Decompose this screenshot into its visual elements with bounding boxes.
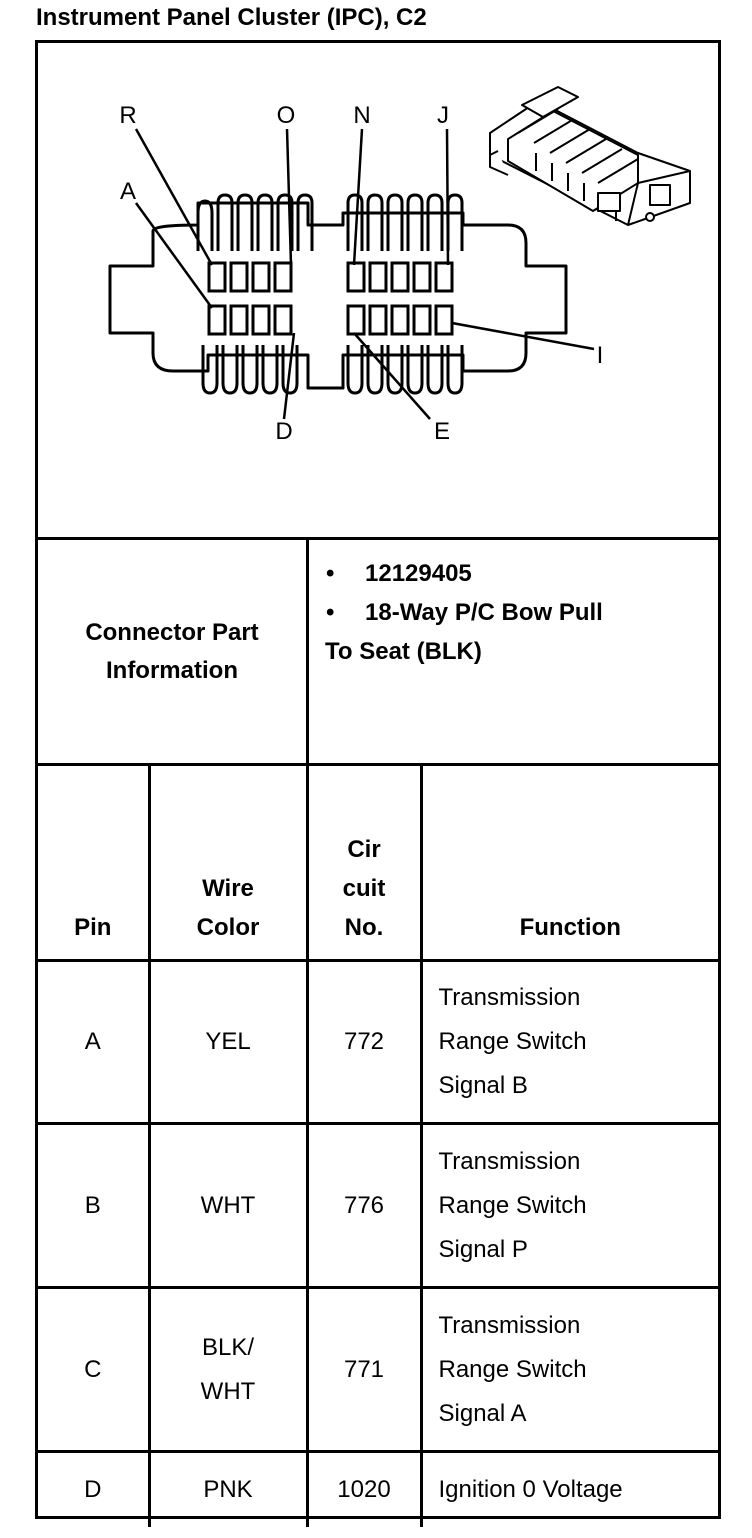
function-line3: Signal A: [438, 1399, 527, 1427]
header-circuit-no: [307, 766, 421, 961]
top-comb-right: [348, 195, 462, 251]
wire-color-cell: PNK: [149, 1452, 307, 1527]
pin-table: [38, 766, 718, 1527]
page-title: Instrument Panel Cluster (IPC), C2: [36, 4, 427, 31]
pin-label-e: E: [433, 418, 451, 445]
connector-isometric-icon: [490, 87, 690, 225]
header-wire-color-line1: Wire: [202, 875, 254, 902]
pin-label-d: D: [275, 418, 293, 445]
table-row: [38, 1124, 718, 1288]
pin-label-o: O: [276, 102, 296, 129]
table-row: [38, 1288, 718, 1452]
connector-housing-outline: [110, 203, 566, 388]
function-line1: Transmission: [438, 984, 581, 1011]
function-cell: [421, 1288, 718, 1452]
table-row: [38, 961, 718, 1124]
wire-color-line2: WHT: [200, 1377, 256, 1405]
bottom-comb-left: [203, 345, 297, 393]
pin-cell: B: [38, 1124, 149, 1288]
header-circuit-line2: cuit: [342, 875, 386, 902]
pin-label-n: N: [353, 102, 371, 129]
wire-color-line1: BLK/: [201, 1333, 255, 1361]
circuit-cell: 771: [307, 1288, 421, 1452]
bullet-2: •: [326, 599, 335, 626]
connector-info-value: [309, 540, 718, 763]
connector-description-line1: 18-Way P/C Bow Pull: [365, 599, 603, 626]
connector-info-label: [38, 540, 309, 763]
header-wire-color-line2: Color: [196, 914, 260, 941]
function-line2: Range Switch: [438, 1028, 587, 1055]
connector-part-information: [38, 540, 718, 766]
bullet-1: •: [326, 560, 335, 587]
pin-cell: A: [38, 961, 149, 1124]
function-line1: Transmission: [438, 1147, 581, 1175]
function-cell: Ignition 0 Voltage: [421, 1452, 718, 1527]
circuit-cell: 772: [307, 961, 421, 1124]
connector-face-drawing: [38, 43, 718, 537]
connector-info-label-line2: Information: [105, 656, 238, 684]
function-cell: [421, 1124, 718, 1288]
header-circuit-line3: No.: [344, 914, 384, 941]
function-line3: Signal B: [438, 1072, 528, 1099]
function-line2: Range Switch: [438, 1191, 587, 1219]
header-pin: Pin: [38, 766, 149, 961]
pin-label-i: I: [596, 342, 604, 369]
pin-cell: D: [38, 1452, 149, 1527]
pin-label-j: J: [437, 102, 449, 129]
pin-table-header: [38, 766, 718, 961]
pin-label-a: A: [119, 178, 137, 205]
function-cell: [421, 961, 718, 1124]
connector-sheet: [35, 40, 721, 1519]
circuit-cell: 1020: [307, 1452, 421, 1527]
header-wire-color: [149, 766, 307, 961]
terminal-cavities: [209, 263, 452, 334]
table-row: [38, 1452, 718, 1527]
header-circuit-line1: Cir: [347, 836, 381, 863]
circuit-cell: 776: [307, 1124, 421, 1288]
wire-color-cell: [149, 1288, 307, 1452]
wire-color-cell: YEL: [149, 961, 307, 1124]
connector-description-line2: To Seat (BLK): [325, 638, 482, 665]
connector-part-number: 12129405: [365, 560, 472, 587]
pin-cell: C: [38, 1288, 149, 1452]
wire-color-cell: WHT: [149, 1124, 307, 1288]
pin-label-r: R: [119, 102, 137, 129]
bottom-comb-right: [348, 345, 462, 393]
connector-info-label-line1: Connector Part: [85, 618, 259, 646]
connector-diagram: [38, 43, 718, 540]
function-line1: Transmission: [438, 1311, 581, 1339]
function-line3: Signal P: [438, 1235, 528, 1263]
header-function: Function: [421, 766, 718, 961]
function-line2: Range Switch: [438, 1355, 587, 1383]
